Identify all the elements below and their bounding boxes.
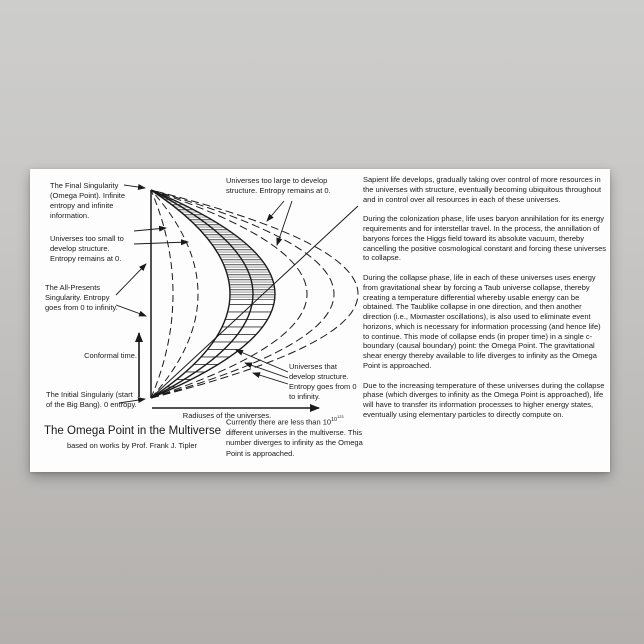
- arrow-too-small-1: [134, 228, 166, 231]
- label-universes-too-small: Universes too small to develop structure. Entropy remains at 0.: [50, 234, 124, 263]
- arrow-too-small-2: [134, 242, 188, 244]
- arrow-develop-2: [245, 363, 288, 378]
- label-conformal-time: Conformal time.: [84, 351, 137, 360]
- arrow-too-large-2: [277, 201, 292, 245]
- label-radius-axis: Radiuses of the universes.: [182, 411, 272, 420]
- label-final-singularity: The Final Singularity (Omega Point). Infinite entropy and infinite information.: [50, 181, 126, 220]
- note-rest: different universes in the multiverse. This number diverges to infinity as the Omega Point is approached.: [226, 427, 363, 458]
- arrow-too-large-1: [267, 201, 284, 221]
- note-superscript: 10123: [331, 414, 344, 423]
- paragraph-collapse-phase: During the collapse phase, life in each of these universes uses energy from gravitational shear by forcing a Taub universe collapse, thereby creating a temperature differential whereby usable energy can be obtained. The Taublike collapse in one direction, and then another direction (i.e., Mixmaster oscillations), is also used to eliminate event horizons, which is necessary for information processing (and hence life) to continue. This mode of collapse ends (in proper time) in a single c-boundary (causal boundary) point: the Omega Point. The gravitational shear energy thereby available to life diverges to infinity as the Omega Point is approached.: [363, 273, 601, 370]
- poster: [30, 169, 610, 472]
- label-universes-develop-structure: Universes that develop structure. Entropy goes from 0 to infinity.: [289, 362, 357, 401]
- explanation-panel: [363, 175, 607, 430]
- paragraph-sapient-life: Sapient life develops, gradually taking over control of more resources in the universes with structure, eventually becoming ubiquitous throughout and in control over all resources in each of these universes.: [363, 175, 602, 204]
- poster-title: The Omega Point in the Multiverse: [44, 425, 222, 437]
- curve-structure-inner: [151, 190, 230, 398]
- label-universes-too-large: Universes too large to develop structure. Entropy remains at 0.: [226, 176, 331, 195]
- universe-count-note: [226, 414, 368, 459]
- curve-too-small-1: [151, 190, 173, 398]
- arrow-develop-3: [253, 373, 288, 384]
- paragraph-temperature: Due to the increasing temperature of these universes during the collapse phase (which diverges to infinity as the Omega Point is approached), life will have to transfer its information processes to higher energy states, eventually using elementary particles to directly compute on.: [363, 380, 605, 419]
- note-prefix: Currently there are less than 10: [226, 417, 332, 427]
- paragraph-colonization-phase: During the colonization phase, life uses baryon annihilation for its energy requirements and for interstellar travel. In the process, the annillation of baryons forces the Higgs field toward its absolute vacuum, thereby cancelling the positive cosmological constant and forcing these universes to collapse.: [363, 214, 607, 263]
- label-all-presents-singularity: The All-Presents Singularity. Entropy goes from 0 to infinity.: [45, 283, 118, 312]
- poster-subtitle: based on works by Prof. Frank J. Tipler: [66, 441, 198, 450]
- label-initial-singularity: The Initial Singulariy (start of the Big Bang). 0 entropy.: [46, 390, 137, 409]
